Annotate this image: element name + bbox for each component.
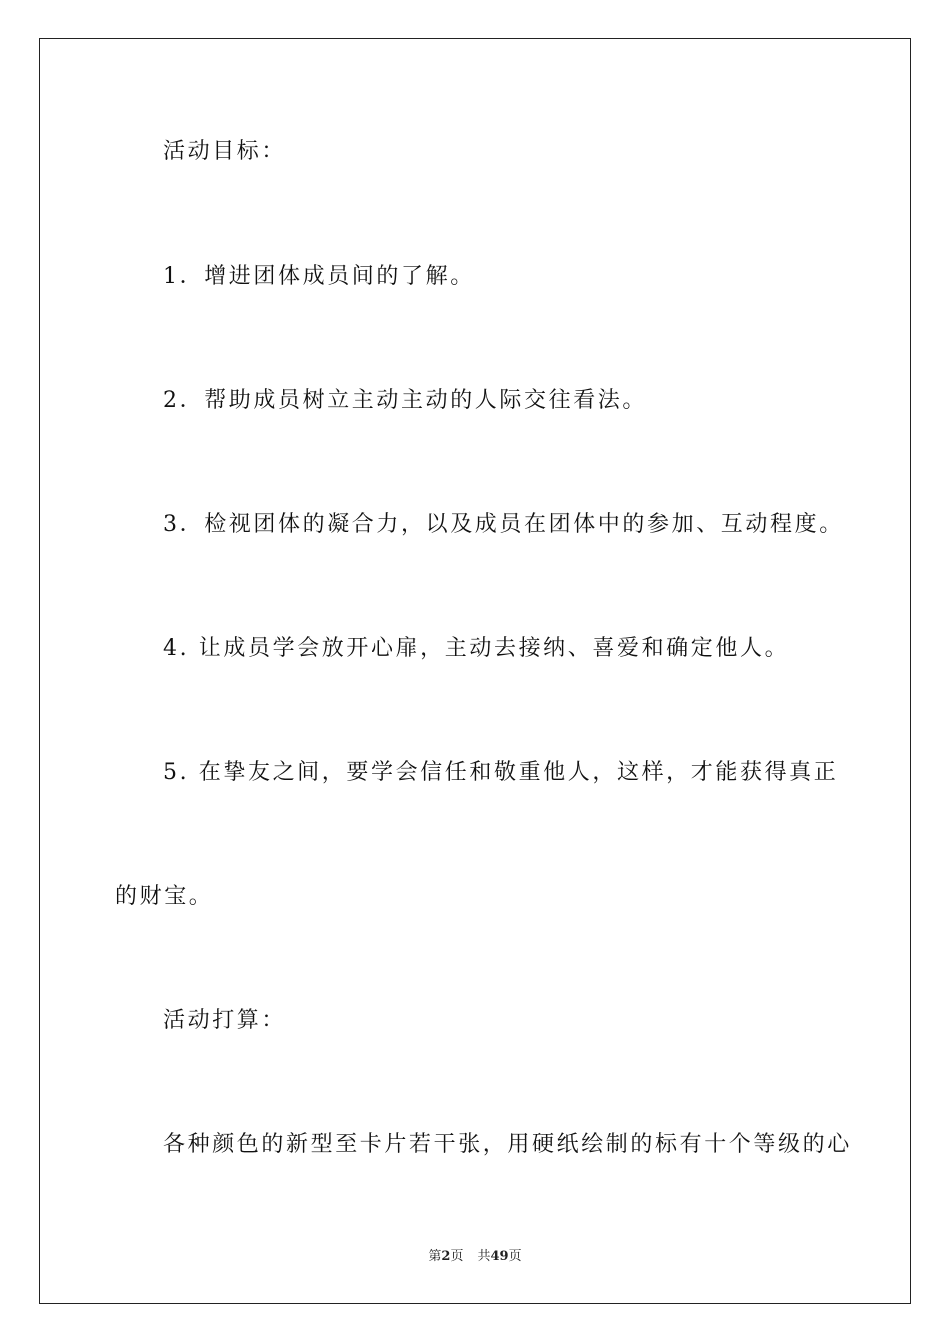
- goal-item-4: 4. 让成员学会放开心扉，主动去接纳、喜爱和确定他人。: [163, 636, 790, 661]
- page-footer: [0, 1248, 950, 1266]
- total-prefix: 共: [477, 1249, 491, 1264]
- section-heading-preparation: 活动打算：: [163, 1008, 287, 1033]
- total-suffix: 页: [508, 1249, 522, 1264]
- page-prefix: 第: [428, 1249, 442, 1264]
- goal-item-2: 2．帮助成员树立主动主动的人际交往看法。: [163, 388, 647, 413]
- goal-item-5: 5. 在挚友之间，要学会信任和敬重他人，这样，才能获得真正: [163, 760, 839, 785]
- section-heading-goals: 活动目标：: [163, 139, 287, 164]
- page-number: 2: [441, 1249, 451, 1264]
- preparation-paragraph: 各种颜色的新型至卡片若干张，用硬纸绘制的标有十个等级的心: [163, 1132, 852, 1157]
- goal-item-5-continued: 的财宝。: [115, 884, 214, 909]
- total-pages: 49: [490, 1249, 509, 1264]
- goal-item-1: 1．增进团体成员间的了解。: [163, 264, 475, 289]
- page-suffix: 页: [450, 1249, 464, 1264]
- goal-item-3: 3．检视团体的凝合力，以及成员在团体中的参加、互动程度。: [163, 512, 844, 537]
- page-border: [39, 38, 911, 1304]
